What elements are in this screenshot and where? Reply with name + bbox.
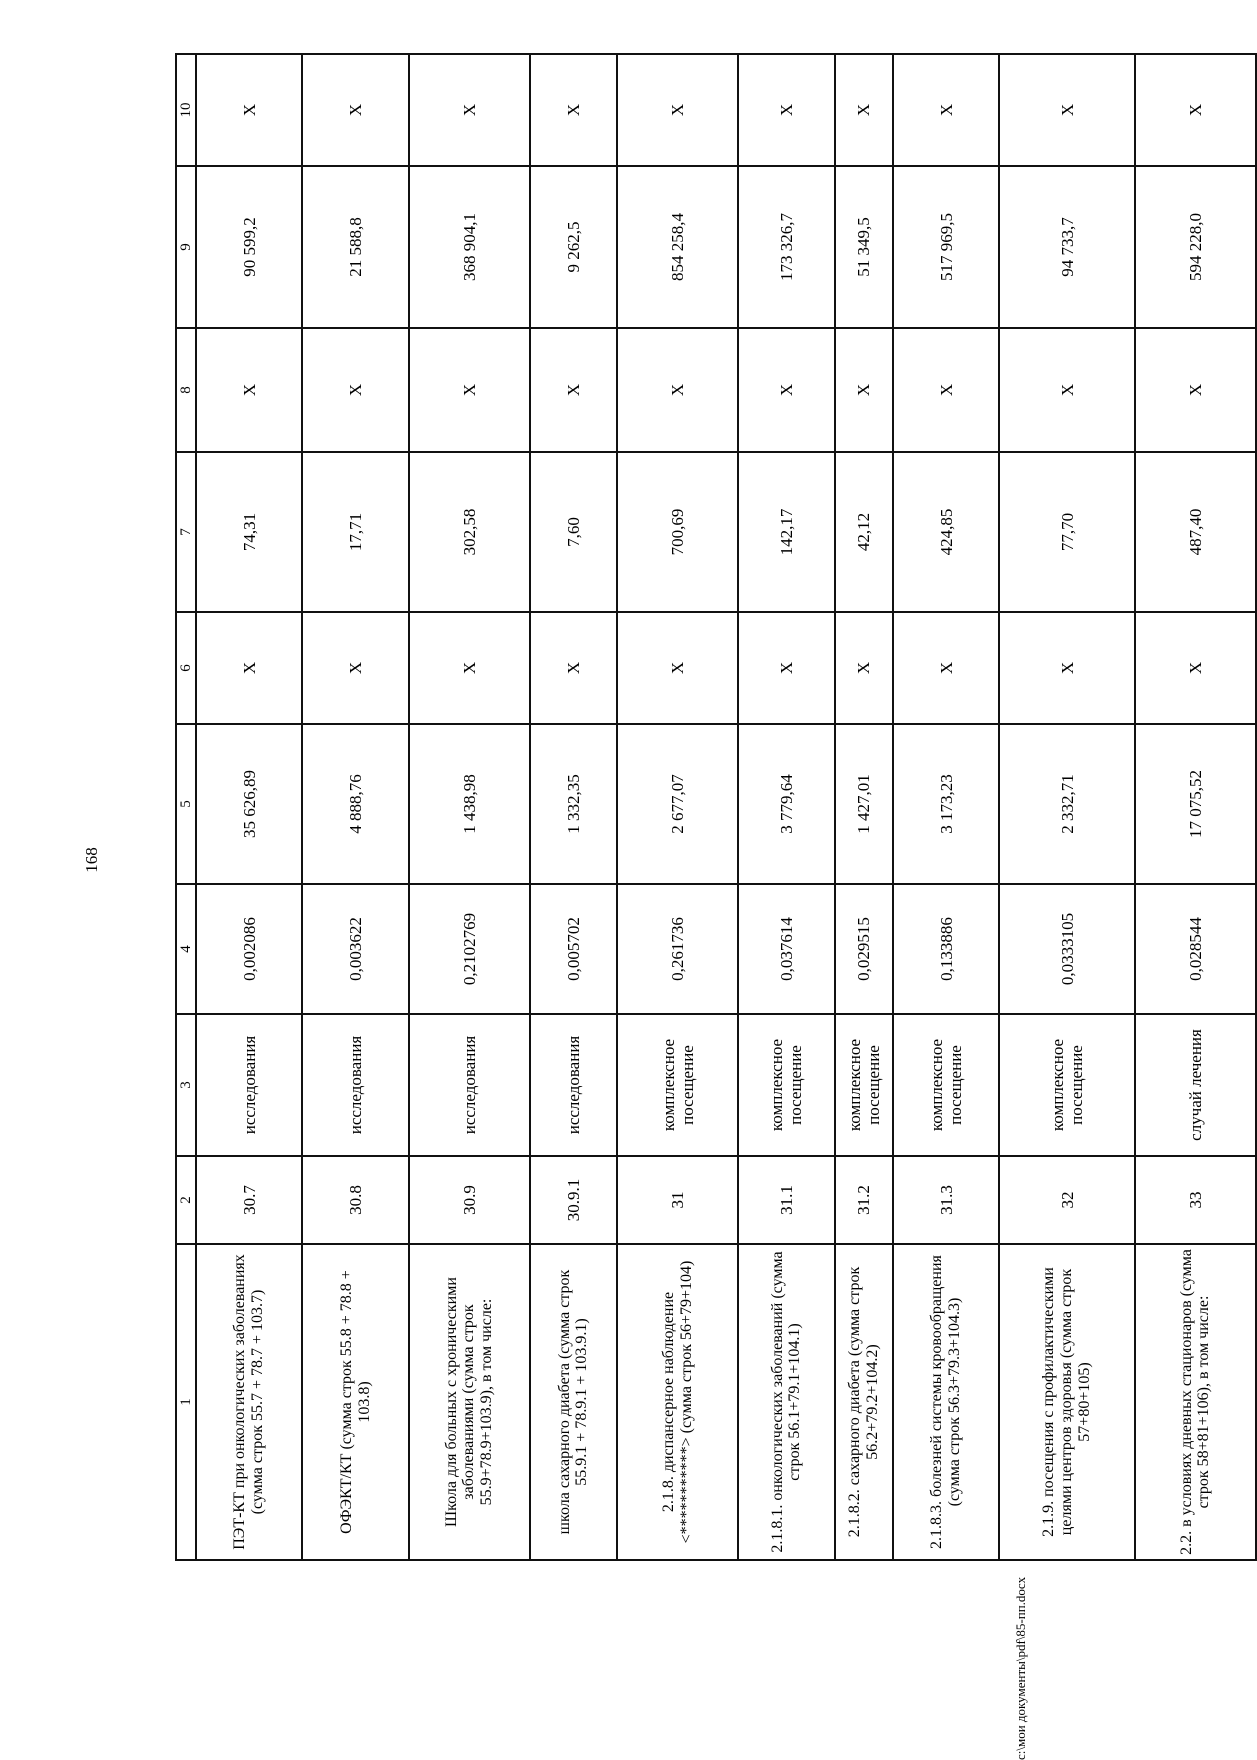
row-name-cell: 2.1.8.3. болезней системы кровообращения (сумма строк 56.3+79.3+104.3) [893,1244,999,1560]
table-row [196,54,302,1560]
table-cell: 31.3 [893,1156,999,1244]
table-cell: 1 332,35 [530,724,617,884]
table-cell: исследования [409,1014,530,1156]
table-cell: 700,69 [617,452,738,612]
table-row [999,54,1135,1560]
table-cell: комплексное посещение [893,1014,999,1156]
table-cell: 30.9 [409,1156,530,1244]
table-cell: 854 258,4 [617,166,738,328]
table-cell: Х [999,54,1135,166]
table-cell: 32 [999,1156,1135,1244]
table-cell: Х [999,328,1135,452]
table-cell: 31.1 [738,1156,835,1244]
col-header: 2 [176,1156,196,1244]
table-body [196,54,1256,1560]
table-cell: Х [893,612,999,724]
table-cell: 173 326,7 [738,166,835,328]
table-cell: 35 626,89 [196,724,302,884]
tariff-table-container [175,55,1257,1561]
col-header: 6 [176,612,196,724]
table-cell: 0,005702 [530,884,617,1014]
table-cell: Х [409,54,530,166]
row-name-cell: 2.1.8. диспансерное наблюдение <***********> (сумма строк 56+79+104) [617,1244,738,1560]
table-cell: 2 677,07 [617,724,738,884]
table-cell: Х [530,54,617,166]
table-cell: 51 349,5 [835,166,893,328]
table-cell: Х [738,612,835,724]
table-row [893,54,999,1560]
table-cell: 1 427,01 [835,724,893,884]
table-row [302,54,408,1560]
table-cell: 424,85 [893,452,999,612]
table-cell: Х [302,612,408,724]
row-name-cell: школа сахарного диабета (сумма строк 55.9.1 + 78.9.1 + 103.9.1) [530,1244,617,1560]
table-row [738,54,835,1560]
table-cell: 0,261736 [617,884,738,1014]
table-cell: 30.9.1 [530,1156,617,1244]
table-cell: Х [835,612,893,724]
table-cell: 0,029515 [835,884,893,1014]
table-cell: 4 888,76 [302,724,408,884]
table-cell: 30.8 [302,1156,408,1244]
table-cell: Х [999,612,1135,724]
table-cell: 42,12 [835,452,893,612]
table-cell: 2 332,71 [999,724,1135,884]
table-cell: Х [196,328,302,452]
footer-file-path: c:\мои документы\pdf\85-пп.docx [1013,1576,1028,1760]
table-cell: 0,0333105 [999,884,1135,1014]
table-cell: Х [738,328,835,452]
table-cell: Х [1135,328,1256,452]
col-header: 8 [176,328,196,452]
table-cell: комплексное посещение [999,1014,1135,1156]
table-cell: Х [530,328,617,452]
row-name-cell: Школа для больных с хроническими заболеваниями (сумма строк 55.9+78.9+103.9), в том числе: [409,1244,530,1560]
table-cell: Х [409,328,530,452]
table-cell: 3 173,23 [893,724,999,884]
table-cell: Х [617,328,738,452]
col-header: 7 [176,452,196,612]
table-cell: Х [409,612,530,724]
table-cell: Х [196,612,302,724]
table-cell: Х [893,54,999,166]
table-cell: 517 969,5 [893,166,999,328]
table-cell: 0,037614 [738,884,835,1014]
table-cell: 33 [1135,1156,1256,1244]
table-cell: 21 588,8 [302,166,408,328]
table-cell: 31.2 [835,1156,893,1244]
row-name-cell: 2.2. в условиях дневных стационаров (сумма строк 58+81+106), в том числе: [1135,1244,1256,1560]
table-cell: 7,60 [530,452,617,612]
table-row [1135,54,1256,1560]
table-cell: случай лечения [1135,1014,1256,1156]
table-cell: 0,2102769 [409,884,530,1014]
table-cell: Х [835,328,893,452]
row-name-cell: 2.1.8.1. онкологических заболеваний (сумма строк 56.1+79.1+104.1) [738,1244,835,1560]
table-cell: Х [617,54,738,166]
table-cell: комплексное посещение [738,1014,835,1156]
table-cell: 3 779,64 [738,724,835,884]
table-cell: 142,17 [738,452,835,612]
table-cell: 74,31 [196,452,302,612]
table-cell: Х [1135,612,1256,724]
table-cell: Х [617,612,738,724]
table-cell: 0,002086 [196,884,302,1014]
table-cell: 1 438,98 [409,724,530,884]
table-cell: Х [893,328,999,452]
col-header: 3 [176,1014,196,1156]
table-cell: 368 904,1 [409,166,530,328]
table-cell: 487,40 [1135,452,1256,612]
col-header: 5 [176,724,196,884]
col-header: 9 [176,166,196,328]
tariff-table [175,53,1257,1561]
table-cell: Х [1135,54,1256,166]
table-cell: исследования [530,1014,617,1156]
table-cell: комплексное посещение [835,1014,893,1156]
row-name-cell: ОФЭКТ/КТ (сумма строк 55.8 + 78.8 + 103.8) [302,1244,408,1560]
table-cell: 30.7 [196,1156,302,1244]
table-row [617,54,738,1560]
table-cell: 594 228,0 [1135,166,1256,328]
table-cell: 0,003622 [302,884,408,1014]
table-cell: 302,58 [409,452,530,612]
row-name-cell: 2.1.8.2. сахарного диабета (сумма строк 56.2+79.2+104.2) [835,1244,893,1560]
table-cell: 17,71 [302,452,408,612]
table-cell: 0,133886 [893,884,999,1014]
table-cell: исследования [302,1014,408,1156]
page-number: 168 [82,847,101,873]
table-cell: 31 [617,1156,738,1244]
table-cell: Х [302,328,408,452]
table-cell: Х [196,54,302,166]
table-cell: 0,028544 [1135,884,1256,1014]
table-cell: 94 733,7 [999,166,1135,328]
table-row [409,54,530,1560]
table-cell: 77,70 [999,452,1135,612]
col-header: 10 [176,54,196,166]
row-name-cell: 2.1.9. посещения с профилактическими целями центров здоровья (сумма строк 57+80+105) [999,1244,1135,1560]
header-row [176,54,196,1560]
table-cell: Х [835,54,893,166]
col-header: 1 [176,1244,196,1560]
table-cell: комплексное посещение [617,1014,738,1156]
table-cell: 90 599,2 [196,166,302,328]
table-cell: Х [738,54,835,166]
table-cell: 17 075,52 [1135,724,1256,884]
row-name-cell: ПЭТ-КТ при онкологических заболеваниях (сумма строк 55.7 + 78.7 + 103.7) [196,1244,302,1560]
col-header: 4 [176,884,196,1014]
table-cell: исследования [196,1014,302,1156]
table-row [835,54,893,1560]
table-row [530,54,617,1560]
table-cell: 9 262,5 [530,166,617,328]
table-cell: Х [302,54,408,166]
table-cell: Х [530,612,617,724]
